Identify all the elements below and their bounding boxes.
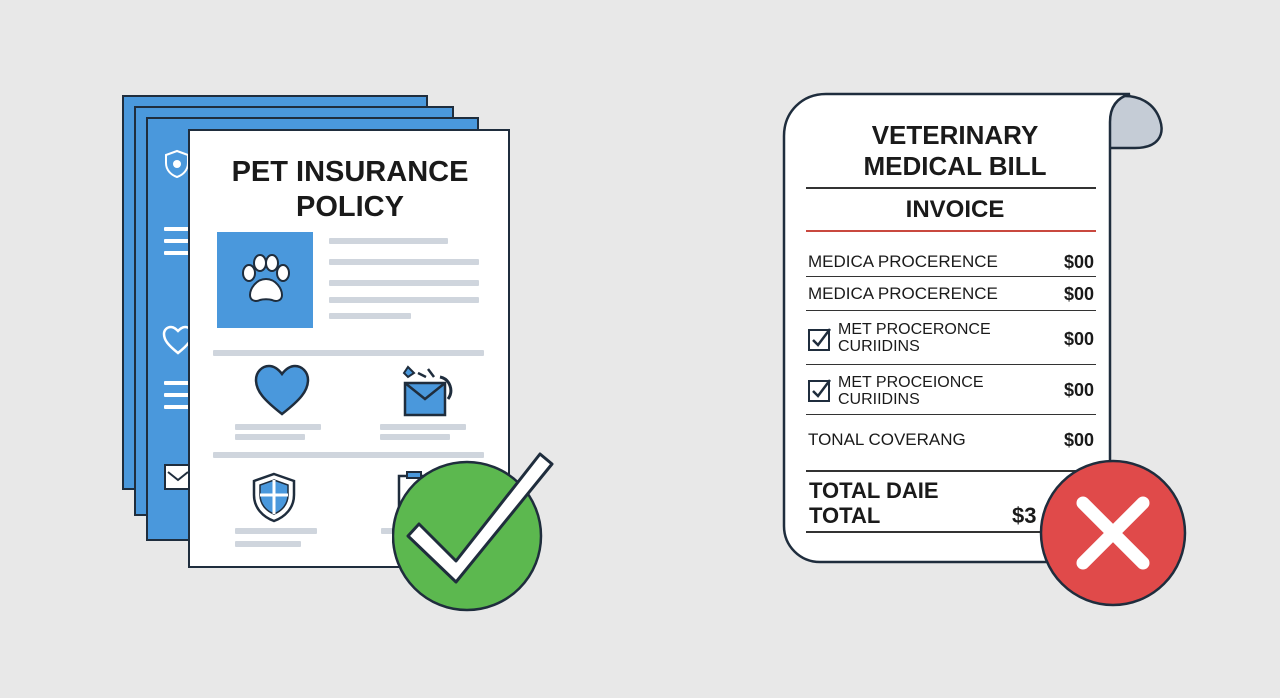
divider-accent xyxy=(806,230,1096,232)
gift-bag-icon xyxy=(398,363,456,424)
text-line xyxy=(235,424,321,430)
rejected-x-icon xyxy=(1038,458,1188,613)
divider xyxy=(806,187,1096,189)
line-item-name: MEDICA PROCERENCE xyxy=(808,284,998,303)
shield-gear-icon xyxy=(164,149,190,184)
line-item-price: $00 xyxy=(1063,430,1094,450)
line-item-price: $00 xyxy=(1063,252,1094,272)
text-line xyxy=(235,528,317,534)
line-item-price: $00 xyxy=(1063,380,1094,400)
checkbox-checked-icon xyxy=(808,378,830,400)
text-line xyxy=(235,434,305,440)
text-line xyxy=(329,259,479,265)
invoice-label: INVOICE xyxy=(905,196,1005,223)
line-item-name: MET PROCEIONCE CURIIDINS xyxy=(838,374,984,408)
total-label: TOTAL xyxy=(809,503,881,528)
total-due-label: TOTAL DAIE xyxy=(809,478,939,503)
text-line xyxy=(329,297,479,303)
checkbox-checked-icon xyxy=(808,327,830,349)
policy-title: PET INSURANCE POLICY xyxy=(231,156,469,223)
heart-icon xyxy=(252,362,312,423)
text-line xyxy=(329,280,479,286)
line-item-price: $00 xyxy=(1063,284,1094,304)
shield-icon xyxy=(250,471,298,528)
total-value: $3 xyxy=(1012,503,1037,528)
text-line xyxy=(380,434,450,440)
divider xyxy=(806,310,1096,311)
approved-check-icon xyxy=(392,442,556,617)
line-item-name: MET PROCERONCE CURIIDINS xyxy=(838,321,991,355)
text-line xyxy=(329,238,448,244)
line-item-name: TONAL COVERANG xyxy=(808,430,966,449)
divider xyxy=(806,364,1096,365)
text-line xyxy=(329,313,411,319)
line-item-name: MEDICA PROCERENCE xyxy=(808,252,998,271)
text-line xyxy=(235,541,301,547)
text-line xyxy=(380,424,466,430)
divider xyxy=(806,414,1096,415)
line-item-price: $00 xyxy=(1063,329,1094,349)
paw-icon xyxy=(217,232,313,328)
receipt-title: VETERINARY MEDICAL BILL xyxy=(863,120,1047,181)
divider xyxy=(213,350,484,356)
divider xyxy=(806,276,1096,277)
